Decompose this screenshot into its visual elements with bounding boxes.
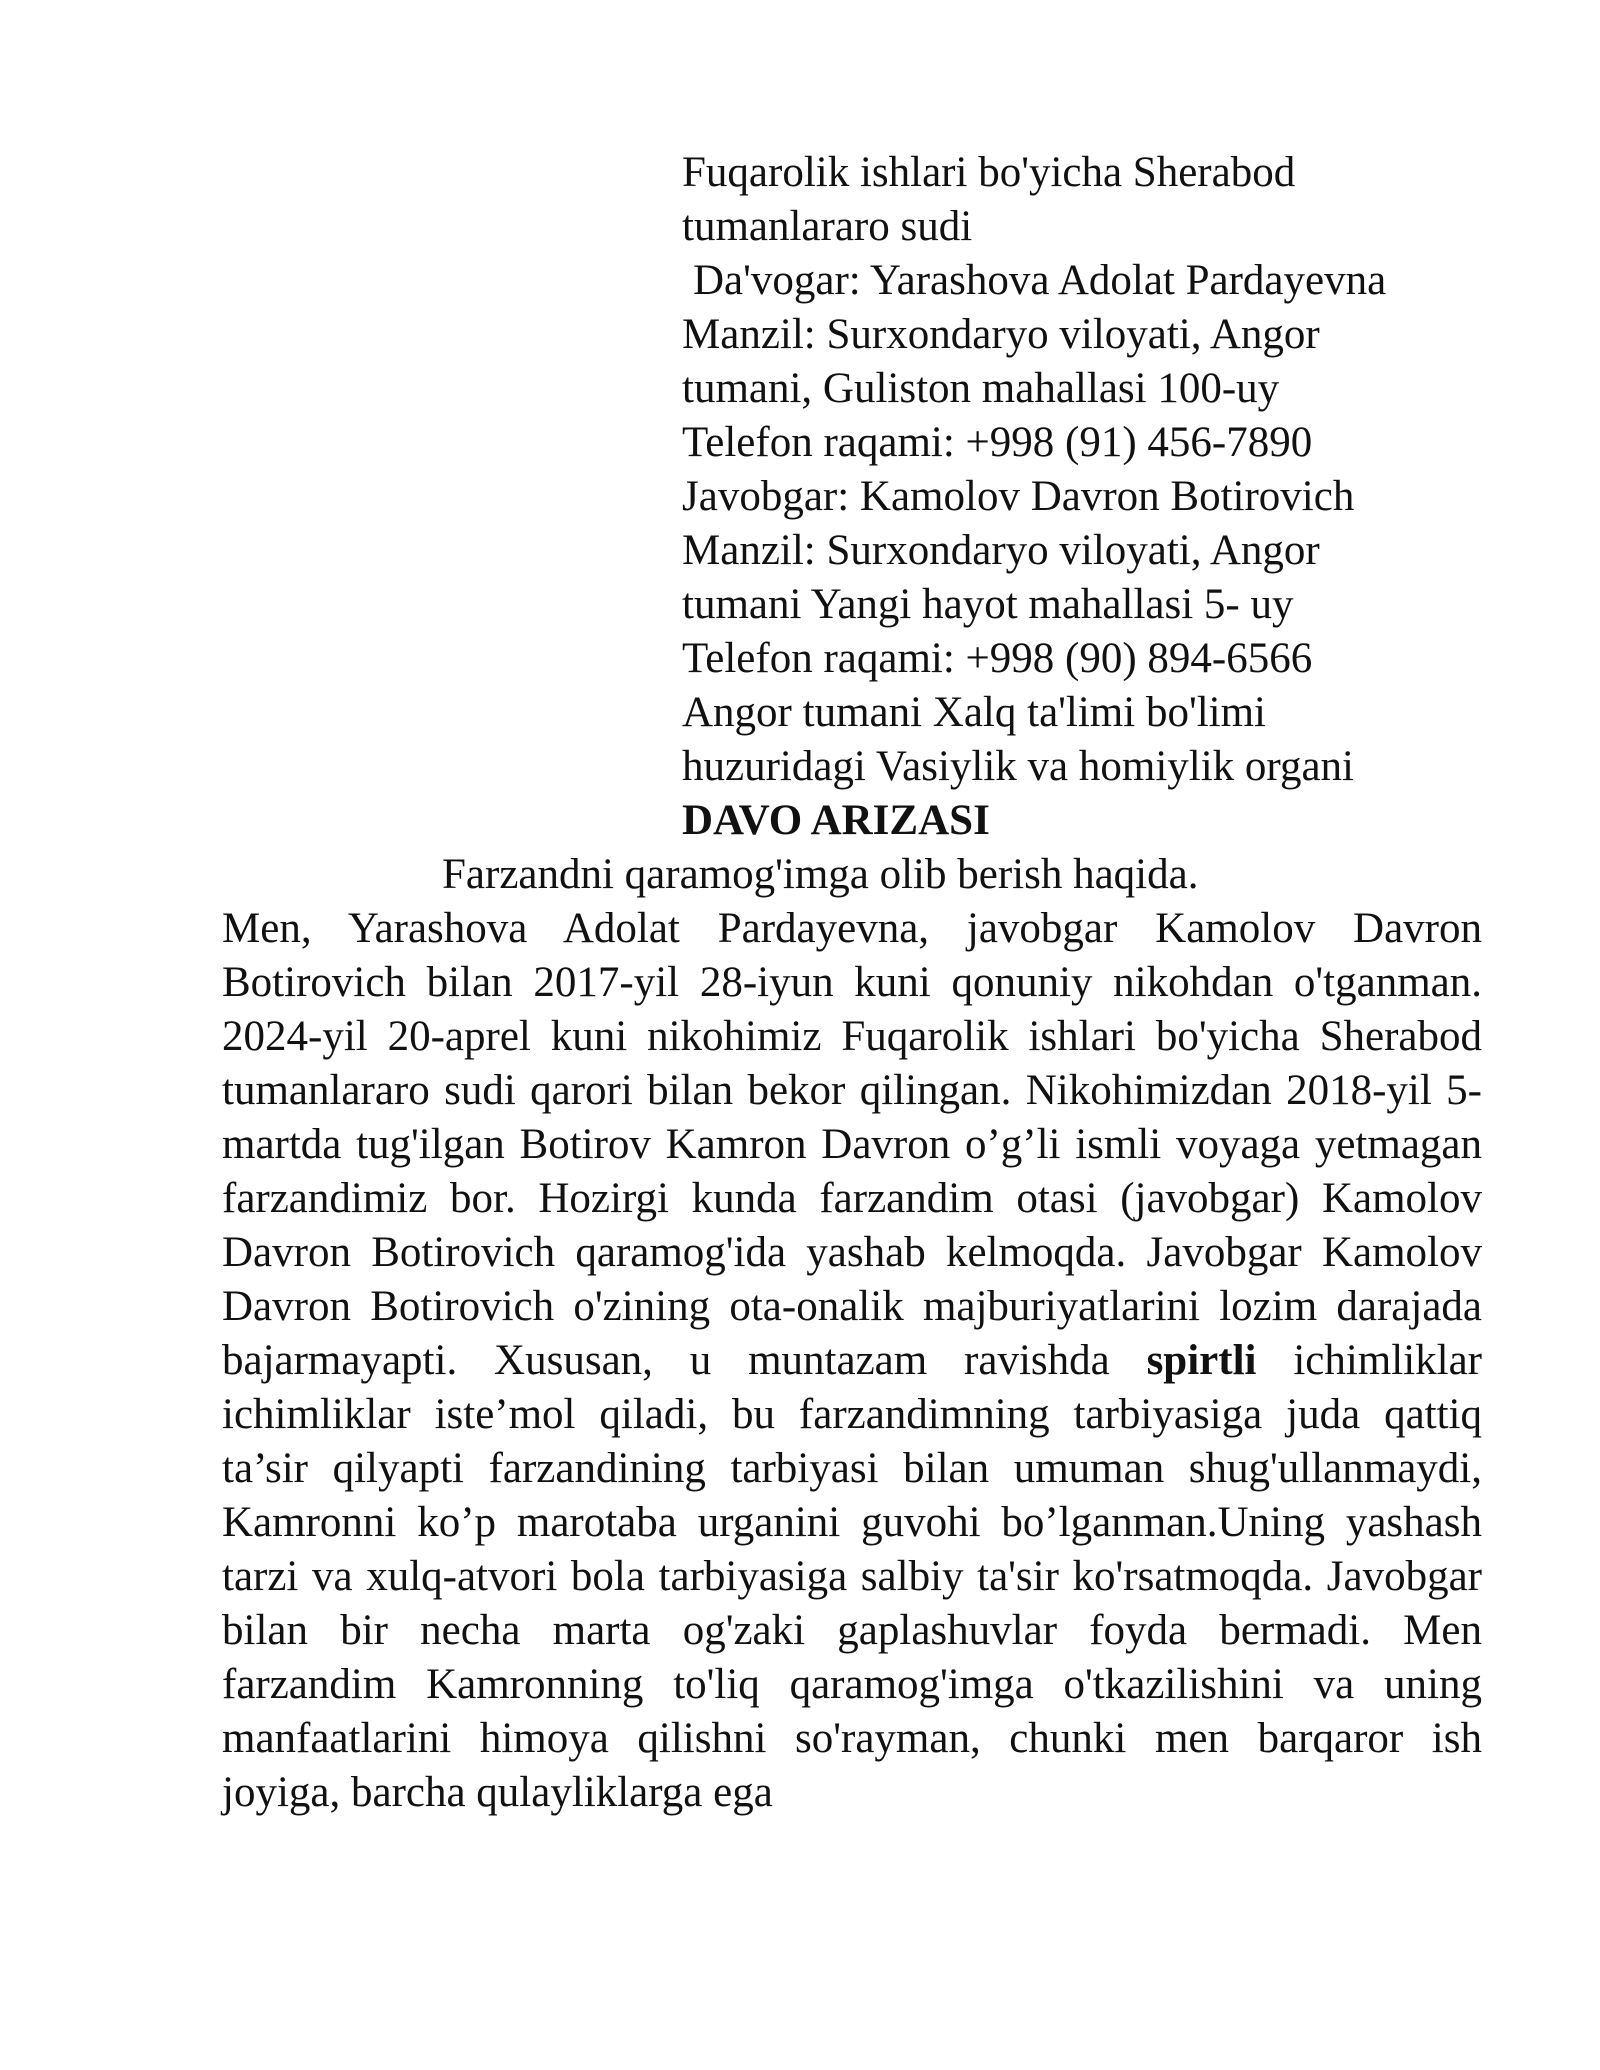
defendant-address-line-2: tumani Yangi hayot mahallasi 5- uy [682,581,1294,628]
third-party-line-2: huzuridagi Vasiylik va homiylik organi [682,743,1355,790]
plaintiff-name: Da'vogar: Yarashova Adolat Pardayevna [693,257,1387,304]
plaintiff-address-line-2: tumani, Guliston mahallasi 100-uy [682,365,1280,412]
body-bold-word: spirtli [1146,1337,1257,1384]
court-name-line-2: tumanlararo sudi [682,203,973,250]
defendant-phone: Telefon raqami: +998 (90) 894-6566 [682,635,1313,682]
document-title: DAVO ARIZASI [682,797,990,844]
plaintiff-phone: Telefon raqami: +998 (91) 456-7890 [682,419,1313,466]
third-party-line-1: Angor tumani Xalq ta'limi bo'limi [682,689,1266,736]
body-text-part-2: ichimliklar ichimliklar iste’mol qiladi, bu farzandimning tarbiyasiga juda qattiq ta’sir qilyapti farzandining tarbiyasi bilan umuman shug'ullanmaydi, Kamronni ko’p marotaba urganini guvohi bo’lganman.Uning yashash tarzi va xulq-atvori bola tarbiyasiga salbiy ta'sir ko'rsatmoqda. Javobgar bilan bir necha marta og'zaki gaplashuvlar foyda bermadi. Men farzandim Kamronning to'liq qaramog'imga o'tkazilishini va uning manfaatlarini himoya qilishni so'rayman, chunki men barqaror ish joyiga, barcha qulayliklarga ega [222,1337,1483,1816]
court-name-line-1: Fuqarolik ishlari bo'yicha Sherabod [682,149,1296,196]
addressee-block [682,146,1512,848]
plaintiff-address-line-1: Manzil: Surxondaryo viloyati, Angor [682,311,1320,358]
defendant-name: Javobgar: Kamolov Davron Botirovich [682,473,1355,520]
body-text-part-1: Men, Yarashova Adolat Pardayevna, javobgar Kamolov Davron Botirovich bilan 2017-yil 28-iyun kuni qonuniy nikohdan o'tganman. 2024-yil 20-aprel kuni nikohimiz Fuqarolik ishlari bo'yicha Sherabod tumanlararo sudi qarori bilan bekor qilingan. Nikohimizdan 2018-yil 5-martda tug'ilgan Botirov Kamron Davron o’g’li ismli voyaga yetmagan farzandimiz bor. Hozirgi kunda farzandim otasi (javobgar) Kamolov Davron Botirovich qaramog'ida yashab kelmoqda. Javobgar Kamolov Davron Botirovich o'zining ota-onalik majburiyatlarini lozim darajada bajarmayapti. Xususan, u muntazam ravishda [222,905,1482,1384]
defendant-address-line-1: Manzil: Surxondaryo viloyati, Angor [682,527,1320,574]
body-paragraph [222,902,1482,1820]
document-subtitle: Farzandni qaramog'imga olib berish haqida. [442,851,1199,898]
